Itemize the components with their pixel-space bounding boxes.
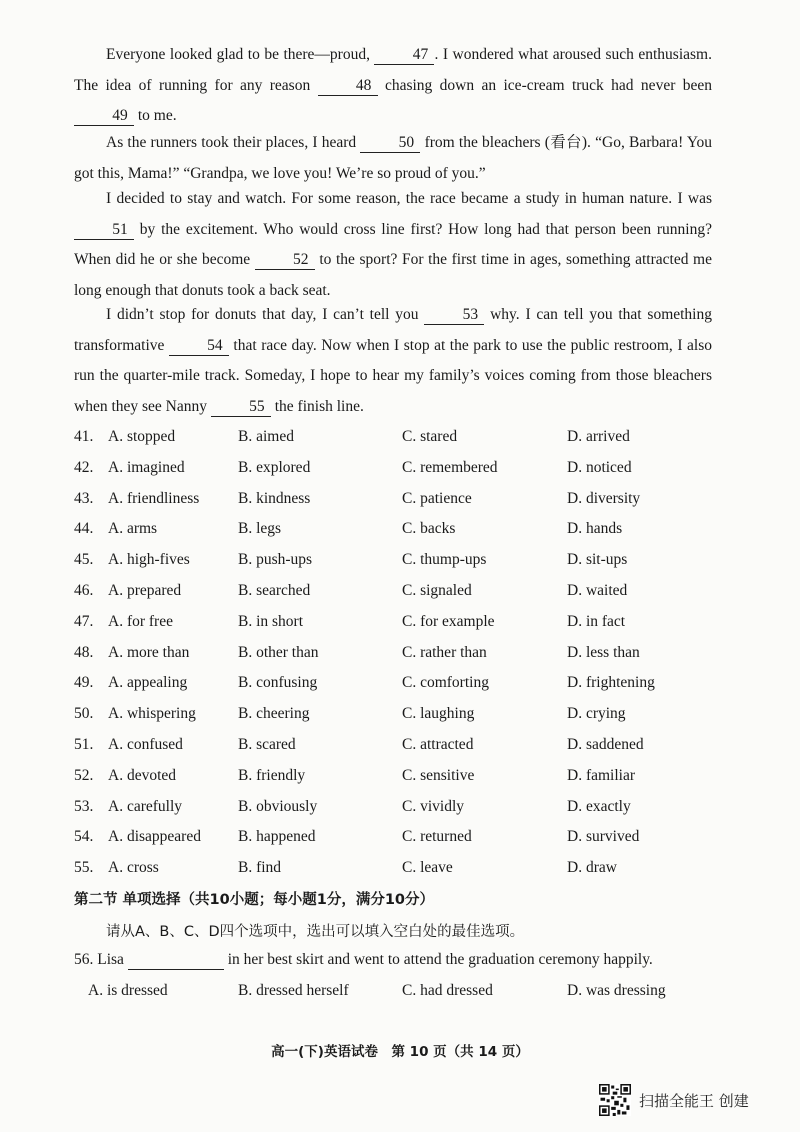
text: by the excitement. Who would cross line first? How long had that person been running? When did he or she become bbox=[74, 220, 712, 268]
option-row bbox=[74, 455, 734, 486]
blank-55: 55 bbox=[211, 398, 271, 417]
option-d: D. draw bbox=[567, 859, 617, 877]
option-b: B. cheering bbox=[238, 705, 310, 723]
blank-53: 53 bbox=[424, 306, 484, 325]
question-number: 43. bbox=[74, 489, 94, 507]
option-row bbox=[74, 516, 734, 547]
option-d: D. noticed bbox=[567, 458, 632, 476]
blank-52: 52 bbox=[255, 251, 315, 270]
question-number: 49. bbox=[74, 674, 94, 692]
scanner-watermark bbox=[599, 1084, 749, 1116]
text: chasing down an ice-cream truck had never been bbox=[377, 76, 712, 94]
option-row bbox=[74, 794, 734, 825]
blank-47: 47 bbox=[374, 46, 434, 65]
option-c: C. had dressed bbox=[402, 982, 493, 999]
option-b: B. explored bbox=[238, 458, 311, 476]
option-a: A. high-fives bbox=[108, 551, 190, 569]
option-row bbox=[74, 609, 734, 640]
option-c: C. backs bbox=[402, 520, 456, 538]
question-number: 46. bbox=[74, 581, 94, 599]
question-number: 41. bbox=[74, 428, 94, 445]
text: Everyone looked glad to be there—proud, bbox=[106, 46, 375, 63]
option-c: C. thump-ups bbox=[402, 551, 487, 569]
scanner-watermark-text: 扫描全能王 创建 bbox=[639, 1091, 749, 1110]
text: from the bleachers (看台). “Go, Barbara! You got this, Mama!” “Grandpa, we love you! We’re so proud of you.” bbox=[74, 134, 712, 182]
question-number: 55. bbox=[74, 859, 94, 877]
question-number: 44. bbox=[74, 520, 94, 538]
option-d: D. exactly bbox=[567, 797, 631, 815]
option-row bbox=[74, 578, 734, 609]
option-d: D. survived bbox=[567, 828, 640, 846]
option-c: C. vividly bbox=[402, 797, 465, 815]
option-a: A. appealing bbox=[108, 674, 188, 692]
text: why. I can tell you that something transformative bbox=[74, 306, 712, 354]
blank-49: 49 bbox=[74, 107, 134, 126]
option-c: C. patience bbox=[402, 489, 472, 507]
option-c: C. attracted bbox=[402, 735, 474, 753]
option-b: B. searched bbox=[238, 581, 311, 599]
qr-code-icon bbox=[599, 1084, 631, 1116]
text: As the runners took their places, I heard bbox=[106, 134, 361, 151]
question-number: 45. bbox=[74, 551, 94, 569]
option-c: C. for example bbox=[402, 612, 495, 630]
option-c: C. remembered bbox=[402, 458, 498, 476]
question-prefix: 56. Lisa bbox=[74, 951, 128, 968]
option-b: B. other than bbox=[238, 643, 319, 661]
option-b: B. confusing bbox=[238, 674, 318, 692]
text: to the sport? For the first time in ages, something attracted me long enough that donuts took a back seat. bbox=[74, 251, 712, 299]
option-row bbox=[74, 763, 734, 794]
option-d: D. arrived bbox=[567, 428, 630, 445]
option-d: D. crying bbox=[567, 705, 626, 723]
blank-48: 48 bbox=[318, 77, 378, 96]
option-b: B. kindness bbox=[238, 489, 311, 507]
question-number: 51. bbox=[74, 735, 94, 753]
option-row bbox=[74, 486, 734, 517]
option-b: B. obviously bbox=[238, 797, 318, 815]
option-c: C. laughing bbox=[402, 705, 475, 723]
option-d: D. saddened bbox=[567, 735, 644, 753]
passage-paragraph-4 bbox=[74, 300, 712, 422]
text: to me. bbox=[134, 107, 177, 124]
option-b: B. happened bbox=[238, 828, 316, 846]
option-a: A. cross bbox=[108, 859, 159, 877]
text: I didn’t stop for donuts that day, I can’t tell you bbox=[106, 306, 425, 323]
option-c: C. sensitive bbox=[402, 766, 475, 784]
option-b: B. in short bbox=[238, 612, 304, 630]
question-number: 42. bbox=[74, 458, 94, 476]
option-c: C. leave bbox=[402, 859, 453, 877]
option-d: D. sit-ups bbox=[567, 551, 628, 569]
text: . I wondered what aroused such enthusiasm. The idea of running for any reason bbox=[74, 46, 712, 94]
option-d: D. hands bbox=[567, 520, 623, 538]
option-a: A. more than bbox=[108, 643, 190, 661]
question-number: 50. bbox=[74, 705, 94, 723]
option-b: B. push-ups bbox=[238, 551, 313, 569]
option-a: A. carefully bbox=[108, 797, 183, 815]
option-a: A. whispering bbox=[108, 705, 196, 723]
option-row bbox=[74, 547, 734, 578]
option-d: D. frightening bbox=[567, 674, 655, 692]
blank-51: 51 bbox=[74, 221, 134, 240]
option-c: C. stared bbox=[402, 428, 458, 445]
option-c: C. comforting bbox=[402, 674, 489, 692]
passage-paragraph-1 bbox=[74, 40, 712, 132]
option-b: B. friendly bbox=[238, 766, 306, 784]
option-row bbox=[74, 824, 734, 855]
text: I decided to stay and watch. For some reason, the race became a study in human nature. I was bbox=[106, 190, 712, 207]
option-a: A. devoted bbox=[108, 766, 177, 784]
section-heading: 第二节 单项选择（共10小题；每小题1分，满分10分） bbox=[74, 892, 434, 908]
page-footer: 高一(下)英语试卷 第 10 页（共 14 页） bbox=[271, 1044, 529, 1060]
option-b: B. find bbox=[238, 859, 282, 877]
option-d: D. was dressing bbox=[567, 982, 666, 999]
blank-56 bbox=[128, 951, 224, 970]
question-number: 48. bbox=[74, 643, 94, 661]
question-56-options bbox=[74, 982, 734, 1008]
option-a: A. friendliness bbox=[108, 489, 200, 507]
passage-paragraph-3 bbox=[74, 184, 712, 306]
option-a: A. disappeared bbox=[108, 828, 201, 846]
option-d: D. waited bbox=[567, 581, 628, 599]
option-a: A. prepared bbox=[108, 581, 182, 599]
option-c: C. signaled bbox=[402, 581, 472, 599]
question-number: 47. bbox=[74, 612, 94, 630]
option-a: A. imagined bbox=[108, 458, 185, 476]
text: the finish line. bbox=[270, 397, 364, 415]
option-row bbox=[74, 701, 734, 732]
section-instruction: 请从A、B、C、D四个选项中，选出可以填入空白处的最佳选项。 bbox=[106, 924, 525, 940]
option-b: B. aimed bbox=[238, 428, 294, 445]
option-a: A. is dressed bbox=[88, 982, 168, 999]
option-a: A. arms bbox=[108, 520, 158, 538]
option-d: D. familiar bbox=[567, 766, 636, 784]
option-b: B. scared bbox=[238, 735, 296, 753]
option-a: A. confused bbox=[108, 735, 183, 753]
question-suffix: in her best skirt and went to attend the graduation ceremony happily. bbox=[223, 951, 653, 968]
question-number: 52. bbox=[74, 766, 94, 784]
option-a: A. for free bbox=[108, 612, 173, 630]
option-a: A. stopped bbox=[108, 428, 176, 445]
option-row bbox=[74, 855, 734, 886]
option-b: B. dressed herself bbox=[238, 982, 349, 999]
option-row bbox=[74, 640, 734, 671]
options-list bbox=[74, 424, 734, 886]
option-row bbox=[74, 670, 734, 701]
blank-50: 50 bbox=[360, 134, 420, 153]
option-d: D. less than bbox=[567, 643, 640, 661]
passage-paragraph-2 bbox=[74, 128, 712, 189]
option-b: B. legs bbox=[238, 520, 282, 538]
option-d: D. diversity bbox=[567, 489, 641, 507]
question-number: 54. bbox=[74, 828, 94, 846]
question-56 bbox=[74, 951, 653, 970]
option-c: C. rather than bbox=[402, 643, 487, 661]
blank-54: 54 bbox=[169, 337, 229, 356]
option-row bbox=[74, 424, 734, 455]
text: that race day. Now when I stop at the park to use the public restroom, I also run the quarter-mile track. Someday, I hope to hear my family’s voices coming from those bleachers when they see Nanny bbox=[74, 336, 712, 415]
option-c: C. returned bbox=[402, 828, 472, 846]
question-number: 53. bbox=[74, 797, 94, 815]
option-d: D. in fact bbox=[567, 612, 626, 630]
option-row bbox=[74, 732, 734, 763]
